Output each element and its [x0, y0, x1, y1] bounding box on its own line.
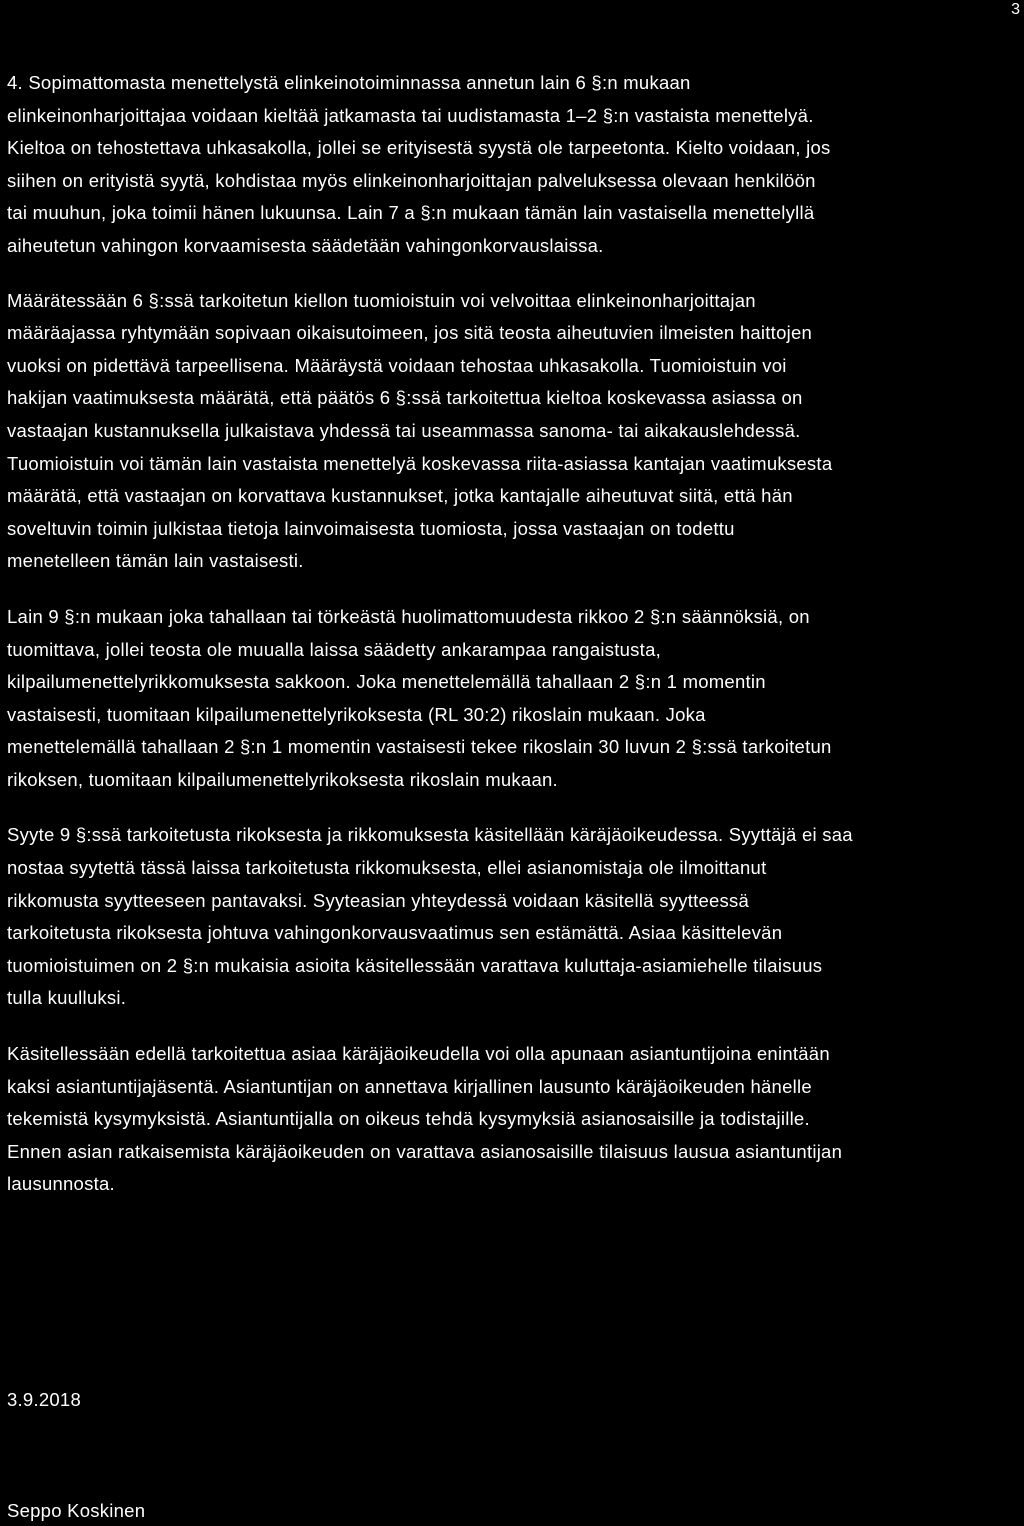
paragraph-experts: Käsitellessään edellä tarkoitettua asiaa käräjäoikeudella voi olla apunaan asiantuntijoina enintään kaksi asiantuntijajäsentä. Asiantuntijan on annettava kirjallinen lausunto käräjäoikeuden hänelle tekemistä kysymyksistä. Asiantuntijalla on oikeus tehdä kysymyksiä asianosaisille ja todistajille. Ennen asian ratkaisemista käräjäoikeuden on varattava asianosaisille tilaisuus lausua asiantuntijan lausunnosta.	[7, 1043, 843, 1195]
paragraph-section-4: 4. Sopimattomasta menettelystä elinkeinotoiminnassa annetun lain 6 §:n mukaan elinkeinonharjoittajaa voidaan kieltää jatkamasta tai uudistamasta 1–2 §:n vastaista menettelyä. Kieltoa on tehostettava uhkasakolla, jollei se erityisestä syystä ole tarpeetonta. Kielto voidaan, jos siihen on erityistä syytä, kohdistaa myös elinkeinonharjoittajan palveluksessa olevaan henkilöön tai muuhun, joka toimii hänen lukuunsa. Lain 7 a §:n mukaan tämän lain vastaisella menettelyllä aiheutetun vahingon korvaamisesta säädetään vahingonkorvauslaissa.	[7, 72, 831, 256]
paragraph-penalties: Lain 9 §:n mukaan joka tahallaan tai törkeästä huolimattomuudesta rikkoo 2 §:n säännöksiä, on tuomittava, jollei teosta ole muualla laissa säädetty ankarampaa rangaistusta, kilpailumenettelyrikkomuksesta sakkoon. Joka menettelemällä tahallaan 2 §:n 1 momentin vastaisesti, tuomitaan kilpailumenettelyrikoksesta (RL 30:2) rikoslain mukaan. Joka menettelemällä tahallaan 2 §:n 1 momentin vastaisesti tekee rikoslain 30 luvun 2 §:ssä tarkoitetun rikoksen, tuomitaan kilpailumenettelyrikoksesta rikoslain mukaan.	[7, 605, 832, 790]
page-number: 3	[1011, 1, 1020, 18]
signature-name: Seppo Koskinen	[7, 1500, 146, 1521]
document-body	[7, 67, 1024, 1201]
paragraph-court-order: Määrätessään 6 §:ssä tarkoitetun kiellon tuomioistuin voi velvoittaa elinkeinonharjoittajan määräajassa ryhtymään sopivaan oikaisutoimeen, jos sitä teosta aiheutuvien ilmeisten haittojen vuoksi on pidettävä tarpeellisena. Määräystä voidaan tehostaa uhkasakolla. Tuomioistuin voi hakijan vaatimuksesta määrätä, että päätös 6 §:ssä tarkoitettua kieltoa koskevassa asiassa on vastaajan kustannuksella julkaistava yhdessä tai useammassa sanoma- tai aikakauslehdessä. Tuomioistuin voi tämän lain vastaista menettelyä koskevassa riita-asiassa kantajan vaatimuksesta määrätä, että vastaajan on korvattava kustannukset, jotka kantajalle aiheutuvat siitä, että hän soveltuvin toimin julkistaa tietoja lainvoimaisesta tuomiosta, jossa vastaajan on todettu menetelleen tämän lain vastaisesti.	[7, 289, 833, 572]
document-date: 3.9.2018	[7, 1389, 82, 1410]
paragraph-prosecution: Syyte 9 §:ssä tarkoitetusta rikoksesta ja rikkomuksesta käsitellään käräjäoikeudessa. Syyttäjä ei saa nostaa syytettä tässä laissa tarkoitetusta rikkomuksesta, ellei asianomistaja ole ilmoittanut rikkomusta syytteeseen pantavaksi. Syyteasian yhteydessä voidaan käsitellä syytteessä tarkoitetusta rikoksesta johtuva vahingonkorvausvaatimus sen estämättä. Asiaa käsittelevän tuomioistuimen on 2 §:n mukaisia asioita käsitellessään varattava kuluttaja-asiamiehelle tilaisuus tulla kuulluksi.	[7, 824, 853, 1009]
